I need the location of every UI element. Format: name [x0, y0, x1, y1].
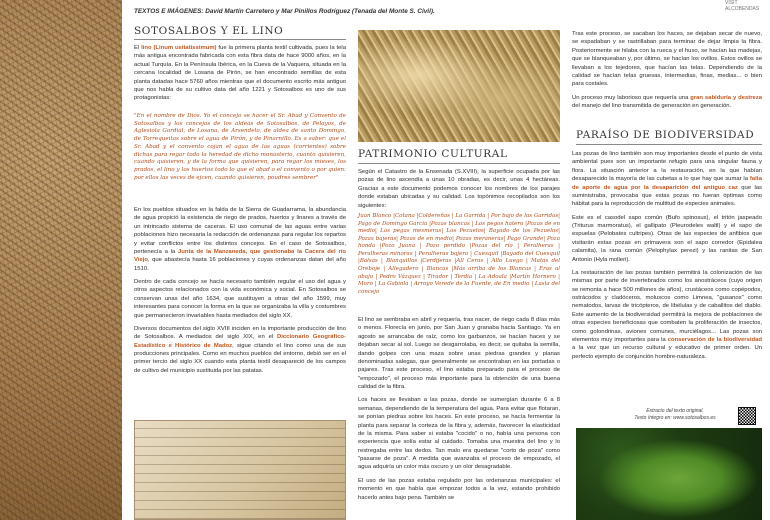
right-p5-highlight: conservación de la biodiversidad — [667, 336, 762, 343]
source-note-link[interactable]: Texto íntegro en: www.sotosalbos.es — [634, 415, 716, 421]
title-rule — [576, 144, 762, 145]
left-body — [134, 206, 346, 380]
section-title-sotosalbos: SOTOSALBOS Y EL LINO — [134, 25, 284, 37]
p1-text-a: En los pueblos situados en la falda de la Sierra de Guadarrama, la abundancia de agua propició la existencia de riego de prados, huertos y linares a través de un intrincado sistema de caceras. El uso comunal de las aguas entre varias poblaciones hizo necesaria la redacción de ordenanzas para regular los repartos y evitar conflictos entre los distintos concejos. En el caso de Sotosalbos, pertenecía a la — [134, 207, 346, 255]
p3-text-b: , sigue citando el lino como una de sus producciones principales. Como en muchos pueblos del entorno, debió ser en el primer tercio del siglo XX cuando esta planta textil desapareció de los campos de cultivo del municipio sustituida por las patatas. — [134, 342, 347, 374]
right-p2-b: del manejo del lino transmitida de generación en generación. — [572, 103, 732, 109]
right-p5-a: La restauración de las pozas también permitirá la colonización de las mismas por parte de invertebrados como los anostráceos (cuyo origen se remonta a hace 500 millones de años), crustáceos como copépodos, ostrácodos y cladóceros, moluscos como Limnea, "gusanos" como nematodos, larvas de tricópteros, de libélulas y de caballitos del diablo. Este aumento de la biodiversidad permitirá la mejora de poblaciones de otras especies beneficiosas que combaten la proliferación de insectos, como golondrinas, aviones comunes, murciélagos... Las pozas son elementos muy importantes para la — [572, 269, 762, 343]
brand-logo-text: VISIT ALCOBENDAS — [725, 0, 760, 12]
right-p3-highlight: falta de aporte de agua por la desaparición del antiguo caz — [572, 176, 762, 191]
flax-fiber-texture — [0, 0, 122, 520]
right-body — [572, 150, 762, 366]
middle-intro — [358, 168, 560, 215]
section-title-biodiversidad: PARAÍSO DE BIODIVERSIDAD — [576, 129, 755, 141]
intro-text-a: El — [134, 45, 142, 51]
section-title-patrimonio: PATRIMONIO CULTURAL — [358, 148, 508, 160]
right-p3-b: que las suministraba, provocaba que estas pozas no fueran óptimas como hábitat para la reproducción de multitud de especies animales. — [572, 184, 762, 208]
p1-text-b: , que abastecía hasta 16 poblaciones y cuyas ordenanzas datan del año 1510. — [134, 257, 346, 272]
p1-highlight: Junta de la Manzaneda, que gestionaba la Cacera del río Viejo — [134, 248, 346, 264]
middle-body — [358, 316, 560, 507]
p2: Dentro de cada concejo se hacía necesario también regular el uso del agua y otros aspectos relacionados con la vida económica y social. En Sotosalbos se conservan unas del año 1634, que sustituyen a otras del año 1599, muy interesantes para conocer la forma en la que se organizaba la villa y costumbres que permanecieron invariables hasta mediados del siglo XX. — [134, 279, 346, 319]
title-rule — [134, 39, 346, 40]
right-p3-a: Las pozas de lino también son muy importantes desde el punto de vista ambiental pues son un importante refugio para una singular fauna y flora. La situación anterior a la restauración, en la que habían desaparecido la mayoría de las cubetas a lo que hay que sumar la — [572, 151, 762, 183]
right-p2-a: Un proceso muy laborioso que requería una — [572, 94, 691, 101]
middle-p2: El lino se sembraba en abril y requería, tras nacer, de riego cada 8 días más o menos. Florecía en junio, por San Juan y granaba hacia Santiago. Ya en agosto se arrancaba de raíz, como los garbanzos, se hacían haces y se dejaban secar al sol. Luego se desgarrolaba, es decir, se quitaba la semilla, dando golpes con una maza sobre unas piedras grandes y planas denominadas salegas, que generalmente se encontraban en las portadas o pajares. Tras este proceso, el lino estaba preparado para el proceso de "empozado", el proceso más importante para la obtención de una buena calidad de la fibra. — [358, 317, 560, 390]
right-p4: Este es el casodel sapo común (Bufo spinosus), el tritón jaspeado (Triturus marmoratus), el gallipato (Pleurodeles waltl) y el sapo de espuelas (Pelobates cultripes). Otras de las especies de anfibios que visitarán estas pozas en primavera son el sapo corredor (Epidalea calamita), la rana común (Pelophylax perezi) y las ranitas de San Antonio (Hyla molleri). — [572, 214, 762, 263]
p3-highlight: Diccionario Geográfico-Estadístico e Histórico de Madoz — [134, 334, 346, 349]
right-p5-b: a la vez que un recurso cultural y educativo de primer orden. Un perfecto ejemplo de conjunción hombre-naturaleza. — [572, 345, 762, 360]
historic-document-photo — [134, 420, 346, 520]
historic-quote: "En el nombre de Dios. Yo el concejo se hacer el Sr. Abad y Convento de Sotosalbos y los concejos de los aldeas de Sotosalbos, de Pelayos, de Aglesiola Gordial, de Losana, de Arsendelo, de aldea de santo Domingo, de Torrequeitas sobre el agua de Pirón, y de Pinarnillo. Es a saber: que el Sr. Abad y el convento cojan el agua de las aguas (corrientes) sobre dichas para regar todo la heredad de dicho monasterio, cuanto quisieren, cuando quisieren, y de la forma que quisieren, para regar los mieses, los prados, el lino y los huertos todo lo que el abad o el convento o por quien: por ellos las veces de ejcen, cuando quisieren, poudres sembrer" — [134, 113, 346, 181]
right-p2-highlight: gran sabiduría y destreza — [690, 94, 763, 101]
credits-line: TEXTOS E IMÁGENES: David Martín Carretero y Mar Pinillos Rodríguez (Tenada del Monte S. Civil). — [134, 8, 435, 15]
right-top — [572, 30, 762, 115]
p3-text-a: Diversos documentos del siglo XVIII inciden en la importante producción de lino de Sotosalbos. A mediados del siglo XIX, en el — [134, 325, 346, 341]
tree-frog-photo — [576, 428, 762, 520]
title-rule — [358, 163, 560, 164]
intro-highlight: lino (Linum usitatissimum) — [141, 45, 217, 51]
source-note-line-1: Extracto del texto original. — [646, 408, 704, 414]
source-note — [630, 408, 720, 422]
middle-p1: Según el Catastro de la Ensenada (S.XVIII), la superficie ocupada por las pozas de lino ascendía a unas 10 obradas, es decir, unas 4 hectáreas. Gracias a este documento podemos conocer los nombres de los parajes donde estaban ubicadas y su calidad. Los topónimos recopilados son los siguientes: — [358, 169, 560, 209]
qr-code-icon[interactable] — [738, 407, 756, 425]
middle-p4: El uso de las pozas estaba regulado por las ordenanzas municipales: el momento en que había que empozar todos a la vez, estando prohibido hacerlo antes bajo pena. También se — [358, 477, 560, 501]
toponym-list: Juan Blanco |Cotana |Coldereñas | La Garrida | Por bajo de las Garridas| Pago de Domingo Garcia |Pozas blancas | Los pegos hatero |Pozas de en medio| Las pegas mesmeras| Los Pezuelos| Bayado de los Pezuelos| Pozas bajeras| Pozas de en medio| Pozas meraneras| Pago Grande| Poza honda |Pozo Juana | Pozo perdido |Pozas del río | Peralheras | Peralheras minoras | Peralheras bajera | Cuesquil |Bayado del Cuesquil |Balsas | Blanquillos |Cerdijeras |All Ceras | Allo Luego | Matas del Oreboje | Allegadero | Blancas |Más arriba de los Blancas | Eras al abajo | Pedro Vázquez | Tirador | Terdia | La Adoala |Martín Hornero | Moro | La Gabiola | Arroyo Verede de la Fuente, de En medio | Lasla del concejo — [358, 213, 560, 295]
right-p1: Tras este proceso, se sacaban los haces, se dejaban secar de nuevo, se espadaban y se rastrillaban para terminar de dejar limpia la fibra. Posteriormente se hilaba con la rueca y el huso, se hacían las madejas, que se blanqueaban y, por último, se hacían los ovillos. Estos ovillos se llevaban a los tejedores, que hacían las telas. Dependiendo de la calidad se hacían telas gruesas, intermedias, finas, medias... o bien para costales. — [572, 31, 762, 88]
flax-sheaves-photo — [358, 30, 560, 142]
middle-p3: Los haces se llevaban a las pozas, donde se sumergían durante 6 a 8 semanas, dependiendo de la temperatura del agua. Para evitar que flotaran, se ponían piedras sobre los haces. En este proceso, se hacía fermentar la planta para separar la corteza de la fibra y, además, favorecer la elasticidad de la misma. Para saber si estaba "cocido" o no, había una persona con experiencia que solía estar al cuidado. Tomaba una muestra del lino y lo restregaba entre las dedos. Tan malo era quedarse "corto de poza" como "pasarse de poza". A medida que avanzaba el proceso de empozado, el agua adquiría un color más oscuro y un olor desagradable. — [358, 397, 560, 471]
left-intro — [134, 44, 346, 108]
intro-text-b: fue la primera planta textil cultivada, pues la tela más antigua encontrada fabricada con esta fibra data de hace 9000 años, en la actual Turquía. En la Península Ibérica, en la Cueva de la Vaquera, situada en la cercana localidad de Losana de Pirón, se han encontrado semillas de esta planta datadas hace 5760 años mientras que el documento escrito más antiguo que nos habla de su cultivo data del año 1221 y Sotosalbos es uno de sus protagonistas: — [134, 45, 347, 102]
